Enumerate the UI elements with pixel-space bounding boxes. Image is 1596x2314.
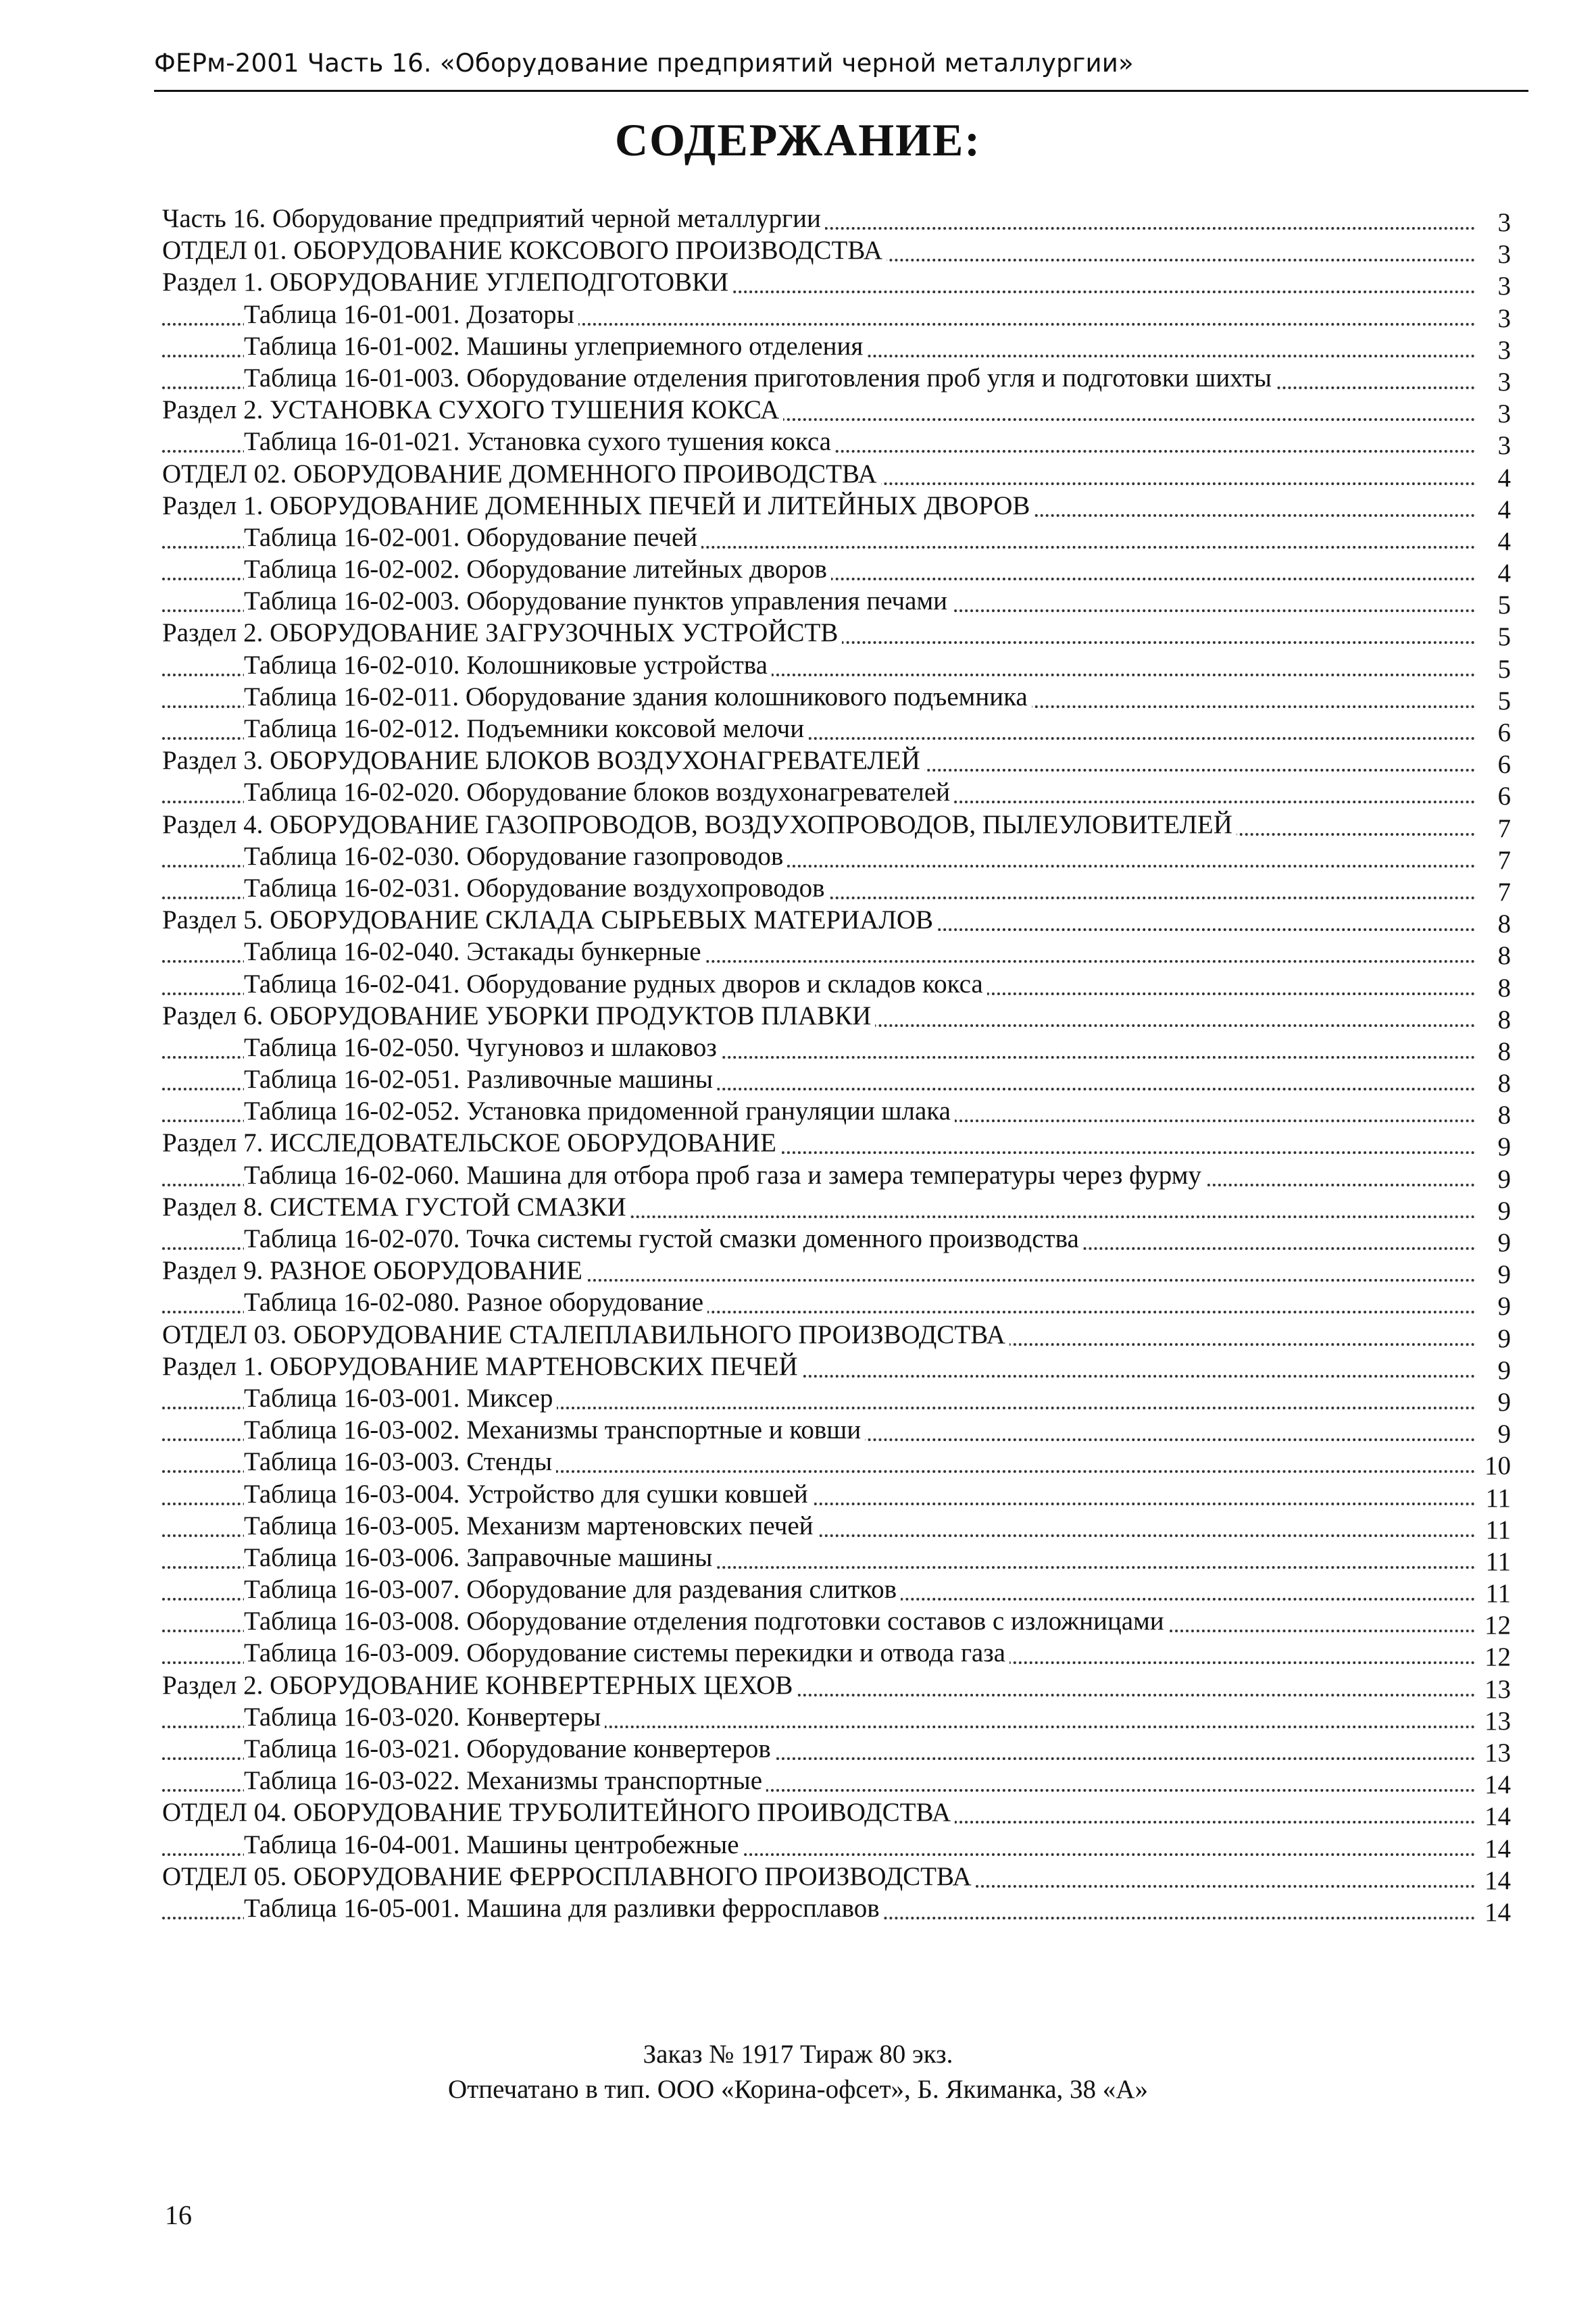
toc-entry-page: 3 [1494, 366, 1512, 398]
toc-entry-page: 4 [1494, 462, 1512, 494]
toc-entry-page: 4 [1494, 557, 1512, 589]
toc-entry-label: Раздел 9. РАЗНОЕ ОБОРУДОВАНИЕ [162, 1255, 587, 1286]
toc-entry-page: 13 [1480, 1737, 1511, 1769]
toc-entry-page: 14 [1480, 1769, 1511, 1801]
toc-entry-page: 14 [1480, 1865, 1511, 1896]
toc-entry-page: 8 [1494, 972, 1512, 1004]
toc-entry [162, 872, 1515, 907]
toc-entry [162, 203, 1515, 237]
toc-entry-label: Таблица 16-03-006. Заправочные машины [244, 1542, 716, 1574]
toc-entry-page: 3 [1494, 303, 1512, 334]
toc-entry-label: Раздел 5. ОБОРУДОВАНИЕ СКЛАДА СЫРЬЕВЫХ МАТЕРИАЛОВ [162, 904, 937, 936]
toc-entry-page: 11 [1481, 1546, 1511, 1578]
toc-entry-page: 8 [1494, 908, 1512, 940]
toc-entry-page: 11 [1481, 1514, 1511, 1546]
toc-entry [162, 1223, 1515, 1255]
toc-entry-label: Таблица 16-03-020. Конвертеры [244, 1701, 605, 1733]
toc-entry [162, 1733, 1515, 1765]
toc-entry-label: Таблица 16-03-022. Механизмы транспортные [244, 1765, 766, 1796]
toc-entry-page: 13 [1480, 1674, 1511, 1705]
toc-entry [162, 840, 1515, 875]
toc-entry-label: Таблица 16-02-010. Колошниковые устройства [244, 649, 772, 681]
toc-entry-label: ОТДЕЛ 04. ОБОРУДОВАНИЕ ТРУБОЛИТЕЙНОГО ПРОИВОДСТВА [162, 1796, 955, 1828]
toc-entry [162, 234, 1515, 270]
toc-entry [162, 299, 1515, 333]
toc-entry [162, 1000, 1515, 1032]
toc-entry-label: Таблица 16-02-031. Оборудование воздухопроводов [244, 872, 829, 904]
toc-entry [162, 1063, 1515, 1099]
toc-entry [162, 649, 1515, 684]
toc-entry [162, 1159, 1515, 1194]
toc-entry-label: Таблица 16-02-052. Установка придоменной грануляции шлака [244, 1095, 955, 1127]
toc-entry-label: Таблица 16-02-060. Машина для отбора проб газа и замера температуры через фурму [244, 1159, 1205, 1191]
toc-entry [162, 617, 1515, 652]
toc-entry-page: 9 [1494, 1195, 1512, 1227]
toc-entry-page: 4 [1494, 526, 1512, 557]
toc-entry [162, 1669, 1515, 1704]
toc-entry-page: 5 [1494, 685, 1512, 717]
toc-entry [162, 1351, 1515, 1385]
toc-entry [162, 1701, 1515, 1736]
toc-entry-page: 8 [1494, 1099, 1512, 1131]
toc-entry-page: 9 [1494, 1386, 1512, 1418]
toc-entry [162, 1510, 1515, 1542]
toc-entry-page: 3 [1494, 334, 1512, 366]
toc-entry [162, 426, 1515, 461]
toc-entry [162, 1382, 1515, 1417]
running-header: ФЕРм-2001 Часть 16. «Оборудование предприятий черной металлургии» [154, 49, 1134, 78]
toc-entry [162, 1319, 1515, 1351]
toc-entry [162, 1032, 1515, 1066]
toc-entry [162, 522, 1515, 556]
toc-entry-label: Таблица 16-01-003. Оборудование отделения приготовления проб угля и подготовки шихты [244, 362, 1276, 394]
toc-entry-page: 12 [1480, 1609, 1511, 1641]
toc-entry-page: 3 [1494, 270, 1512, 302]
toc-entry-label: Таблица 16-02-003. Оборудование пунктов управления печами [244, 585, 951, 617]
page-title: СОДЕРЖАНИЕ: [614, 114, 982, 166]
toc-entry-label: Раздел 2. ОБОРУДОВАНИЕ КОНВЕРТЕРНЫХ ЦЕХОВ [162, 1669, 797, 1701]
toc-entry-page: 9 [1494, 1355, 1512, 1386]
toc-entry-label: Таблица 16-02-002. Оборудование литейных дворов [244, 553, 831, 585]
toc-entry [162, 968, 1515, 1003]
toc-entry-label: Раздел 2. УСТАНОВКА СУХОГО ТУШЕНИЯ КОКСА [162, 394, 783, 426]
toc-entry-label: Часть 16. Оборудование предприятий черной металлургии [162, 203, 825, 234]
toc-entry-label: Таблица 16-02-012. Подъемники коксовой мелочи [244, 713, 808, 745]
toc-entry [162, 1191, 1515, 1226]
toc-entry-label: Таблица 16-04-001. Машины центробежные [244, 1829, 743, 1861]
toc-entry-label: ОТДЕЛ 01. ОБОРУДОВАНИЕ КОКСОВОГО ПРОИЗВОДСТВА [162, 234, 887, 266]
toc-entry-label: Раздел 1. ОБОРУДОВАНИЕ МАРТЕНОВСКИХ ПЕЧЕЙ [162, 1351, 802, 1382]
toc-entry-label: Раздел 8. СИСТЕМА ГУСТОЙ СМАЗКИ [162, 1191, 630, 1223]
toc-entry-page: 8 [1494, 1067, 1512, 1099]
toc-entry [162, 681, 1515, 713]
toc-entry [162, 1478, 1515, 1513]
toc-entry [162, 458, 1515, 493]
toc-entry [162, 1127, 1515, 1162]
toc-entry-label: Таблица 16-03-007. Оборудование для раздевания слитков [244, 1574, 901, 1605]
toc-entry-page: 7 [1494, 876, 1512, 908]
toc-entry-page: 12 [1480, 1641, 1511, 1673]
toc-entry [162, 1765, 1515, 1800]
toc-entry [162, 1542, 1515, 1574]
toc-entry-label: Раздел 3. ОБОРУДОВАНИЕ БЛОКОВ ВОЗДУХОНАГРЕВАТЕЛЕЙ [162, 745, 924, 776]
toc-entry-label: Таблица 16-03-005. Механизм мартеновских печей [244, 1510, 818, 1542]
toc-entry-label: Таблица 16-02-001. Оборудование печей [244, 522, 701, 553]
header-divider [154, 90, 1528, 92]
toc-entry-page: 9 [1494, 1290, 1512, 1322]
toc-entry-page: 10 [1480, 1450, 1511, 1482]
toc-entry [162, 1446, 1515, 1481]
toc-entry-page: 5 [1494, 653, 1512, 685]
toc-entry-page: 7 [1494, 845, 1512, 876]
toc-entry-label: Таблица 16-03-004. Устройство для сушки ковшей [244, 1478, 812, 1510]
toc-entry-label: Раздел 7. ИССЛЕДОВАТЕЛЬСКОЕ ОБОРУДОВАНИЕ [162, 1127, 780, 1159]
toc-entry-label: Таблица 16-02-020. Оборудование блоков воздухонагревателей [244, 776, 954, 808]
toc-entry-label: Таблица 16-02-040. Эстакады бункерные [244, 936, 705, 967]
toc-entry-label: Таблица 16-01-002. Машины углеприемного отделения [244, 330, 867, 362]
toc-entry [162, 1414, 1515, 1449]
toc-entry-page: 6 [1494, 780, 1512, 812]
toc-entry-label: Раздел 6. ОБОРУДОВАНИЕ УБОРКИ ПРОДУКТОВ ПЛАВКИ [162, 1000, 875, 1032]
toc-entry-label: Таблица 16-02-051. Разливочные машины [244, 1063, 717, 1095]
toc-entry-label: Таблица 16-01-001. Дозаторы [244, 299, 578, 330]
toc-entry [162, 1255, 1515, 1290]
footer-order-line: Заказ № 1917 Тираж 80 экз. [643, 2040, 953, 2069]
toc-entry-label: Раздел 1. ОБОРУДОВАНИЕ УГЛЕПОДГОТОВКИ [162, 266, 732, 298]
toc-entry [162, 936, 1515, 971]
toc-entry-page: 3 [1494, 207, 1512, 238]
toc-entry-page: 9 [1494, 1227, 1512, 1259]
toc-entry-page: 14 [1480, 1801, 1511, 1832]
toc-entry-label: Таблица 16-03-003. Стенды [244, 1446, 556, 1478]
toc-entry [162, 1574, 1515, 1609]
toc-entry-label: Таблица 16-02-050. Чугуновоз и шлаковоз [244, 1032, 721, 1063]
toc-entry-label: Таблица 16-05-001. Машина для разливки ферросплавов [244, 1892, 884, 1924]
toc-entry-page: 3 [1494, 398, 1512, 430]
toc-entry [162, 585, 1515, 620]
table-of-contents [162, 203, 1515, 1927]
toc-entry-label: Таблица 16-02-030. Оборудование газопроводов [244, 840, 787, 872]
toc-entry-page: 7 [1494, 813, 1512, 845]
toc-entry-page: 9 [1494, 1259, 1512, 1290]
toc-entry [162, 1637, 1515, 1672]
toc-entry-label: Таблица 16-02-070. Точка системы густой смазки доменного производства [244, 1223, 1083, 1255]
toc-entry-label: Таблица 16-03-009. Оборудование системы перекидки и отвода газа [244, 1637, 1009, 1669]
toc-entry [162, 1829, 1515, 1861]
toc-entry-page: 6 [1494, 717, 1512, 749]
toc-entry-page: 5 [1494, 621, 1512, 653]
toc-entry [162, 394, 1515, 429]
toc-entry-page: 8 [1494, 1004, 1512, 1036]
toc-entry-label: ОТДЕЛ 05. ОБОРУДОВАНИЕ ФЕРРОСПЛАВНОГО ПРОИЗВОДСТВА [162, 1861, 976, 1892]
page-number: 16 [165, 2200, 192, 2230]
toc-entry-label: Таблица 16-02-011. Оборудование здания колошникового подъемника [244, 681, 1032, 713]
toc-entry-page: 9 [1494, 1418, 1512, 1450]
toc-entry-page: 3 [1494, 430, 1512, 461]
toc-entry-page: 3 [1494, 238, 1512, 270]
toc-entry [162, 1796, 1515, 1832]
toc-entry-label: Таблица 16-03-001. Миксер [244, 1382, 557, 1414]
toc-entry [162, 553, 1515, 588]
toc-entry [162, 1095, 1515, 1130]
toc-entry-label: Таблица 16-03-021. Оборудование конвертеров [244, 1733, 775, 1765]
toc-entry-label: Раздел 4. ОБОРУДОВАНИЕ ГАЗОПРОВОДОВ, ВОЗДУХОПРОВОДОВ, ПЫЛЕУЛОВИТЕЛЕЙ [162, 809, 1237, 840]
toc-entry [162, 713, 1515, 745]
toc-entry-page: 13 [1480, 1705, 1511, 1737]
toc-entry [162, 1892, 1515, 1927]
toc-entry [162, 490, 1515, 522]
toc-entry-label: ОТДЕЛ 02. ОБОРУДОВАНИЕ ДОМЕННОГО ПРОИВОДСТВА [162, 458, 881, 490]
toc-entry [162, 776, 1515, 811]
toc-entry [162, 745, 1515, 780]
toc-entry-page: 6 [1494, 749, 1512, 780]
toc-entry-page: 14 [1480, 1896, 1511, 1928]
toc-entry-page: 11 [1481, 1578, 1511, 1609]
toc-entry-label: Таблица 16-03-002. Механизмы транспортные и ковши [244, 1414, 865, 1446]
toc-entry-label: Таблица 16-02-041. Оборудование рудных дворов и складов кокса [244, 968, 987, 1000]
toc-entry-label: ОТДЕЛ 03. ОБОРУДОВАНИЕ СТАЛЕПЛАВИЛЬНОГО ПРОИЗВОДСТВА [162, 1319, 1009, 1351]
toc-entry-label: Раздел 2. ОБОРУДОВАНИЕ ЗАГРУЗОЧНЫХ УСТРОЙСТВ [162, 617, 842, 649]
toc-entry-page: 14 [1480, 1833, 1511, 1865]
toc-entry [162, 904, 1515, 939]
toc-entry [162, 330, 1515, 365]
toc-entry [162, 1286, 1515, 1322]
toc-entry-page: 8 [1494, 940, 1512, 972]
toc-entry-label: Таблица 16-03-008. Оборудование отделения подготовки составов с изложницами [244, 1605, 1168, 1637]
toc-entry-page: 5 [1494, 589, 1512, 621]
toc-entry [162, 362, 1515, 397]
toc-entry [162, 1861, 1515, 1895]
toc-entry-page: 9 [1494, 1323, 1512, 1355]
toc-entry [162, 1605, 1515, 1640]
toc-entry-page: 8 [1494, 1036, 1512, 1067]
toc-entry-label: Таблица 16-02-080. Разное оборудование [244, 1286, 707, 1318]
toc-entry [162, 266, 1515, 301]
toc-entry-page: 4 [1494, 494, 1512, 526]
toc-entry-page: 9 [1494, 1131, 1512, 1163]
toc-entry [162, 809, 1515, 843]
toc-entry-label: Раздел 1. ОБОРУДОВАНИЕ ДОМЕННЫХ ПЕЧЕЙ И ЛИТЕЙНЫХ ДВОРОВ [162, 490, 1034, 522]
footer-printer-line: Отпечатано в тип. ООО «Корина-офсет», Б. Якиманка, 38 «А» [448, 2075, 1148, 2104]
toc-entry-page: 9 [1494, 1163, 1512, 1195]
toc-entry-label: Таблица 16-01-021. Установка сухого тушения кокса [244, 426, 835, 457]
toc-entry-page: 11 [1481, 1482, 1511, 1514]
